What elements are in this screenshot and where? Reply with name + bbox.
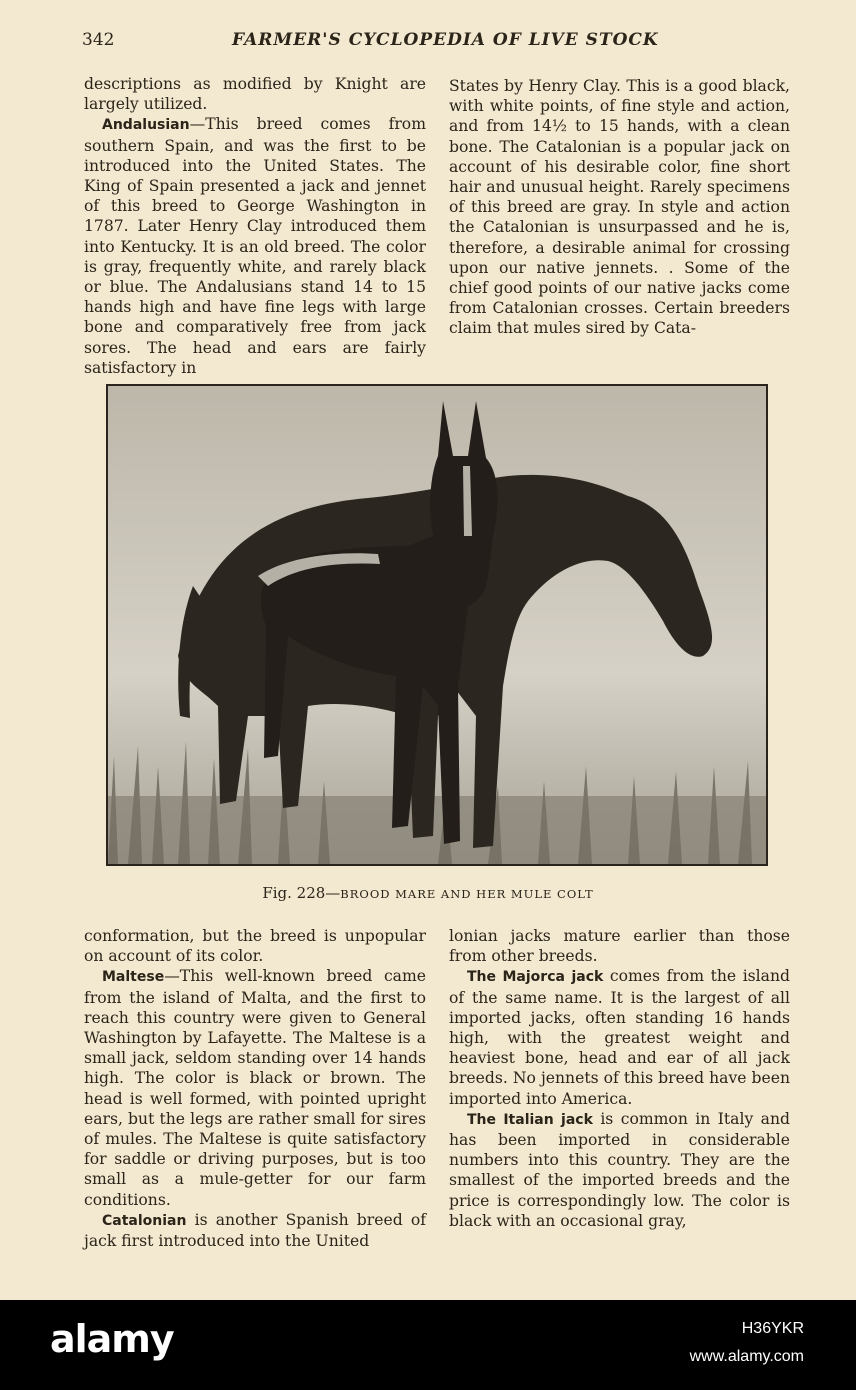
alamy-logo: alamy [50,1317,174,1361]
majorca-term: The Majorca jack [467,969,604,986]
caption-title: BROOD MARE AND HER MULE COLT [340,887,594,901]
andalusian-paragraph [84,114,426,378]
page-header [82,30,782,56]
majorca-text: comes from the island of the same name. It is the largest of all imported jacks, often standing 16 hands high, with the greatest weight and heaviest bone, head and ear of all jack breeds. No jennets of this breed have been imported into America. [449,967,790,1108]
maltese-term: Maltese [102,969,165,986]
running-title: FARMER'S CYCLOPEDIA OF LIVE STOCK [232,30,659,50]
italian-text: is common in Italy and has been imported in considerable numbers into this country. They are the smallest of the imported breeds and the price is correspondingly low. The color is black with an occasional gray, [449,1109,790,1230]
figure-caption [0,884,856,902]
catalonian-paragraph [84,1210,426,1251]
catalonian-continued-paragraph: States by Henry Clay. This is a good black, with white points, of fine style and action, and from 14½ to 15 hands, with a clean bone. The Catalonian is a popular jack on account of his desirable color, fine short hair and unusual height. Rarely specimens of this breed are gray. In style and action the Catalonian is unsurpassed and he is, therefore, a desirable animal for crossing upon our native jennets. . Some of the chief good points of our native jacks come from Catalonian crosses. Certain breeders claim that mules sired by Cata- [449,77,790,338]
top-left-column [84,74,426,378]
bottom-right-column [449,926,790,1231]
watermark-url: www.alamy.com [689,1348,804,1365]
italian-paragraph [449,1109,790,1231]
bottom-left-column [84,926,426,1251]
catalonian-text: is another Spanish breed of jack first introduced into the United [84,1210,426,1251]
top-right-column [449,76,790,339]
italian-term: The Italian jack [467,1111,593,1128]
page-number: 342 [82,30,115,50]
catalonian-term: Catalonian [102,1212,187,1229]
paragraph: lonian jacks mature earlier than those from other breeds. [449,927,790,966]
majorca-paragraph [449,966,790,1108]
image-id: H36YKR [741,1320,804,1337]
figure-photo [106,384,768,866]
paragraph: descriptions as modified by Knight are largely utilized. [84,75,426,114]
caption-prefix: Fig. 228— [262,884,341,902]
andalusian-term: Andalusian [102,117,190,134]
maltese-paragraph [84,966,426,1209]
mare-and-mule-colt-photo [108,386,766,864]
maltese-text: —This well-known breed came from the island of Malta, and the first to reach this country were given to General Washington by Lafayette. The Maltese is a small jack, seldom standing over 14 hands high. The color is black or brown. The head is well formed, with pointed upright ears, but the legs are rather small for sires of mules. The Maltese is quite satisfactory for saddle or driving purposes, but is too small as a mule-getter for our farm conditions. [84,967,426,1209]
andalusian-text: —This breed comes from southern Spain, and was the first to be introduced into the United States. The King of Spain presented a jack and jennet of this breed to George Washington in 1787. Later Henry Clay introduced them into Kentucky. It is an old breed. The color is gray, frequently white, and rarely black or blue. The Andalusians stand 14 to 15 hands high and have fine legs with large bone and comparatively free from jack sores. The head and ears are fairly satisfactory in [84,115,426,377]
paragraph: conformation, but the breed is unpopular on account of its color. [84,927,426,966]
watermark-bar [0,1300,856,1390]
